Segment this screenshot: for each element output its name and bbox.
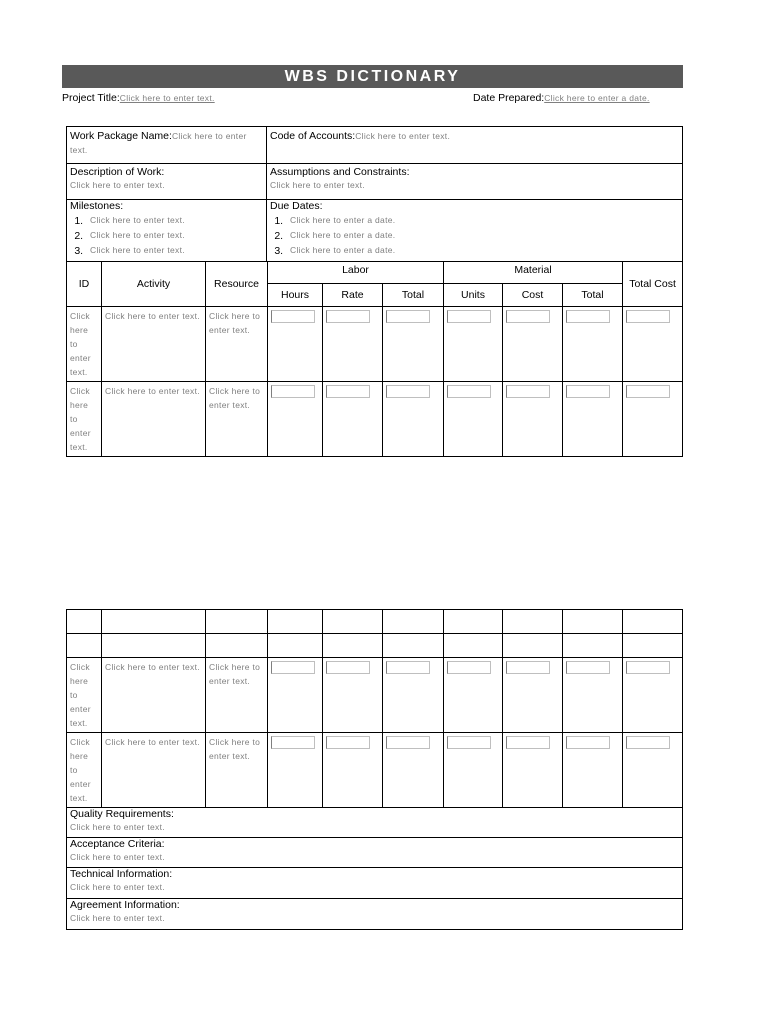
header-resource: Resource (206, 262, 268, 307)
labor-total-input[interactable] (386, 736, 430, 749)
date-prepared-field[interactable]: Click here to enter a date. (544, 93, 650, 103)
header-activity: Activity (102, 262, 206, 307)
header-labor: Labor (268, 262, 444, 284)
activity-field[interactable]: Click here to enter text. (105, 311, 200, 321)
description-label: Description of Work: (70, 166, 165, 178)
material-total-input[interactable] (566, 310, 610, 323)
header-hours: Hours (268, 284, 323, 307)
date-prepared-row (473, 92, 650, 104)
quality-field[interactable]: Click here to enter text. (70, 822, 165, 832)
id-field[interactable]: Click here to enter text. (70, 737, 91, 803)
list-item (86, 213, 263, 228)
list-item (286, 243, 679, 258)
rate-input[interactable] (326, 385, 370, 398)
hours-input[interactable] (271, 661, 315, 674)
list-item (86, 228, 263, 243)
hours-input[interactable] (271, 310, 315, 323)
total-cost-input[interactable] (626, 661, 670, 674)
rate-input[interactable] (326, 310, 370, 323)
list-item (286, 228, 679, 243)
code-accounts-label: Code of Accounts: (270, 130, 356, 142)
activity-cost-table (66, 261, 683, 457)
material-total-input[interactable] (566, 661, 610, 674)
resource-field[interactable]: Click here to enter text. (209, 662, 261, 686)
id-field[interactable]: Click here to enter text. (70, 662, 91, 728)
agreement-label: Agreement Information: (70, 899, 180, 911)
technical-row (67, 868, 683, 899)
work-package-cell (67, 127, 267, 164)
rate-input[interactable] (326, 736, 370, 749)
hours-input[interactable] (271, 385, 315, 398)
units-input[interactable] (447, 661, 491, 674)
header-labor-total: Total (383, 284, 444, 307)
milestones-list (70, 213, 263, 258)
milestone-field[interactable]: Click here to enter text. (90, 215, 185, 225)
list-item (286, 213, 679, 228)
header-units: Units (444, 284, 503, 307)
activity-field[interactable]: Click here to enter text. (105, 662, 200, 672)
resource-field[interactable]: Click here to enter text. (209, 386, 261, 410)
header-rate: Rate (323, 284, 383, 307)
acceptance-label: Acceptance Criteria: (70, 838, 165, 850)
due-dates-list (270, 213, 679, 258)
material-total-input[interactable] (566, 736, 610, 749)
work-package-label: Work Package Name: (70, 130, 172, 142)
resource-field[interactable]: Click here to enter text. (209, 737, 261, 761)
due-date-field[interactable]: Click here to enter a date. (290, 215, 396, 225)
acceptance-row (67, 838, 683, 868)
description-cell (67, 164, 267, 200)
continuation-table (66, 609, 683, 930)
technical-label: Technical Information: (70, 868, 173, 880)
milestone-field[interactable]: Click here to enter text. (90, 245, 185, 255)
table-row (67, 382, 683, 457)
assumptions-field[interactable]: Click here to enter text. (270, 180, 365, 190)
header-cost: Cost (503, 284, 563, 307)
units-input[interactable] (447, 385, 491, 398)
table-row (67, 733, 683, 808)
table-row (67, 307, 683, 382)
activity-field[interactable]: Click here to enter text. (105, 386, 200, 396)
total-cost-input[interactable] (626, 310, 670, 323)
milestones-cell (67, 200, 267, 262)
resource-field[interactable]: Click here to enter text. (209, 311, 261, 335)
technical-field[interactable]: Click here to enter text. (70, 882, 165, 892)
project-title-row (62, 92, 215, 104)
activity-field[interactable]: Click here to enter text. (105, 737, 200, 747)
work-package-info-table (66, 126, 683, 262)
acceptance-field[interactable]: Click here to enter text. (70, 852, 165, 862)
id-field[interactable]: Click here to enter text. (70, 386, 91, 452)
quality-row (67, 808, 683, 838)
agreement-field[interactable]: Click here to enter text. (70, 913, 165, 923)
rate-input[interactable] (326, 661, 370, 674)
due-date-field[interactable]: Click here to enter a date. (290, 245, 396, 255)
material-total-input[interactable] (566, 385, 610, 398)
labor-total-input[interactable] (386, 661, 430, 674)
header-id: ID (67, 262, 102, 307)
cost-input[interactable] (506, 736, 550, 749)
cost-input[interactable] (506, 310, 550, 323)
empty-header-row (67, 634, 683, 658)
header-total-cost: Total Cost (623, 262, 683, 307)
header-material-total: Total (563, 284, 623, 307)
assumptions-cell (267, 164, 683, 200)
units-input[interactable] (447, 310, 491, 323)
agreement-row (67, 899, 683, 930)
work-package-field[interactable]: Click here to enter text. (70, 131, 247, 155)
empty-header-row (67, 610, 683, 634)
project-title-field[interactable]: Click here to enter text. (119, 93, 215, 103)
labor-total-input[interactable] (386, 310, 430, 323)
total-cost-input[interactable] (626, 736, 670, 749)
quality-label: Quality Requirements: (70, 808, 174, 820)
units-input[interactable] (447, 736, 491, 749)
date-prepared-label: Date Prepared: (473, 92, 545, 104)
project-title-label: Project Title: (62, 92, 120, 104)
cost-input[interactable] (506, 385, 550, 398)
due-dates-label: Due Dates: (270, 200, 323, 212)
due-dates-cell (267, 200, 683, 262)
milestones-label: Milestones: (70, 200, 124, 212)
description-field[interactable]: Click here to enter text. (70, 180, 165, 190)
assumptions-label: Assumptions and Constraints: (270, 166, 410, 178)
milestone-field[interactable]: Click here to enter text. (90, 230, 185, 240)
code-accounts-cell (267, 127, 683, 164)
header-material: Material (444, 262, 623, 284)
hours-input[interactable] (271, 736, 315, 749)
list-item (86, 243, 263, 258)
labor-total-input[interactable] (386, 385, 430, 398)
cost-input[interactable] (506, 661, 550, 674)
id-field[interactable]: Click here to enter text. (70, 311, 91, 377)
code-accounts-field[interactable]: Click here to enter text. (355, 131, 451, 141)
page-title: WBS DICTIONARY (62, 65, 683, 88)
due-date-field[interactable]: Click here to enter a date. (290, 230, 396, 240)
table-row (67, 658, 683, 733)
total-cost-input[interactable] (626, 385, 670, 398)
